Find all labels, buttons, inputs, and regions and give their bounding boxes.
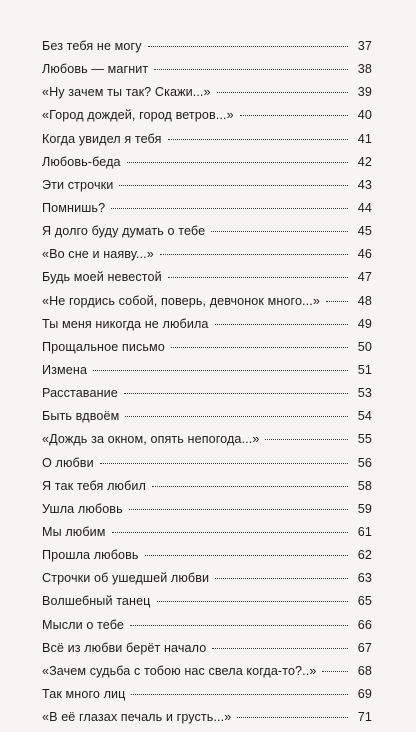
toc-entry-page-number: 68 [357, 663, 372, 678]
toc-entry [42, 385, 372, 408]
toc-entry [42, 640, 372, 663]
toc-entry-page-number: 59 [357, 501, 372, 516]
toc-entry-title: Расставание [42, 386, 118, 401]
toc-entry [42, 362, 372, 385]
toc-entry-title: Ты меня никогда не любила [42, 316, 209, 331]
toc-entry-title: Прощальное письмо [42, 339, 165, 354]
dot-leader [112, 532, 348, 533]
toc-entry-page-number: 40 [357, 108, 372, 123]
dot-leader [168, 139, 349, 140]
toc-entry-title: Строчки об ушедшей любви [42, 571, 210, 586]
toc-entry-page-number: 42 [357, 154, 372, 169]
toc-entry [42, 223, 372, 246]
toc-entry [42, 478, 372, 501]
toc-entry [42, 316, 372, 339]
toc-entry [42, 455, 372, 478]
table-of-contents [42, 38, 372, 732]
toc-entry-title: «В её глазах печаль и грусть...» [42, 710, 232, 725]
dot-leader [127, 162, 348, 163]
dot-leader [211, 231, 348, 232]
toc-entry-title: Волшебный танец [42, 594, 151, 609]
toc-entry-title: О любви [42, 455, 94, 470]
toc-entry-title: Ушла любовь [42, 501, 123, 516]
toc-entry [42, 246, 372, 269]
toc-entry-title: «Ну зачем ты так? Скажи...» [42, 85, 211, 100]
toc-entry-page-number: 47 [357, 270, 372, 285]
dot-leader [131, 694, 348, 695]
dot-leader [130, 625, 348, 626]
toc-entry-page-number: 61 [357, 524, 372, 539]
toc-entry-title: Так много лиц [42, 686, 126, 701]
toc-entry-page-number: 54 [357, 409, 372, 424]
toc-entry [42, 293, 372, 316]
toc-entry-title: Без тебя не могу [42, 39, 142, 53]
toc-entry [42, 593, 372, 616]
dot-leader [265, 439, 348, 440]
toc-entry [42, 339, 372, 362]
toc-entry [42, 154, 372, 177]
dot-leader [145, 555, 348, 556]
dot-leader [148, 46, 348, 47]
dot-leader [93, 370, 348, 371]
toc-entry-page-number: 53 [357, 386, 372, 401]
toc-entry-page-number: 71 [357, 710, 372, 725]
toc-entry [42, 686, 372, 709]
toc-entry [42, 431, 372, 454]
dot-leader [160, 254, 348, 255]
dot-leader [124, 393, 348, 394]
dot-leader [152, 486, 348, 487]
toc-entry-title: Я долго буду думать о тебе [42, 224, 206, 239]
toc-entry [42, 709, 372, 732]
dot-leader [215, 324, 348, 325]
toc-entry-title: Когда увидел я тебя [42, 131, 162, 146]
toc-entry-title: Помнишь? [42, 200, 106, 215]
toc-entry-page-number: 69 [357, 686, 372, 701]
toc-entry-page-number: 49 [357, 316, 372, 331]
toc-entry-title: Любовь — магнит [42, 62, 149, 77]
dot-leader [326, 301, 348, 302]
toc-entry-page-number: 46 [357, 247, 372, 262]
toc-entry-page-number: 65 [357, 594, 372, 609]
dot-leader [111, 208, 348, 209]
toc-entry-page-number: 43 [357, 177, 372, 192]
dot-leader [212, 648, 348, 649]
toc-entry [42, 617, 372, 640]
toc-entry-title: «Зачем судьба с тобою нас свела когда-то?..» [42, 663, 317, 678]
toc-entry-title: Всё из любви берёт начало [42, 640, 207, 655]
dot-leader [237, 717, 348, 718]
toc-entry-page-number: 37 [357, 39, 372, 53]
toc-entry [42, 570, 372, 593]
toc-entry [42, 408, 372, 431]
toc-entry-title: «Дождь за окном, опять непогода...» [42, 432, 260, 447]
toc-entry-title: Будь моей невестой [42, 270, 162, 285]
toc-entry-page-number: 44 [357, 200, 372, 215]
dot-leader [100, 463, 348, 464]
toc-entry [42, 524, 372, 547]
toc-entry-page-number: 50 [357, 339, 372, 354]
toc-entry [42, 200, 372, 223]
toc-entry-title: Любовь-беда [42, 154, 121, 169]
toc-entry-page-number: 58 [357, 478, 372, 493]
toc-entry-page-number: 48 [357, 293, 372, 308]
toc-entry [42, 547, 372, 570]
dot-leader [119, 185, 348, 186]
toc-entry-page-number: 55 [357, 432, 372, 447]
toc-entry-page-number: 67 [357, 640, 372, 655]
toc-entry [42, 269, 372, 292]
dot-leader [217, 92, 348, 93]
toc-entry-page-number: 41 [357, 131, 372, 146]
dot-leader [171, 347, 348, 348]
toc-entry-page-number: 56 [357, 455, 372, 470]
toc-entry-page-number: 63 [357, 571, 372, 586]
toc-entry [42, 38, 372, 61]
toc-entry-page-number: 45 [357, 224, 372, 239]
toc-entry-title: Я так тебя любил [42, 478, 146, 493]
toc-entry-title: Мысли о тебе [42, 617, 124, 632]
toc-entry-title: Измена [42, 362, 88, 377]
dot-leader [125, 416, 348, 417]
toc-entry-page-number: 62 [357, 548, 372, 563]
dot-leader [157, 601, 349, 602]
toc-entry-title: Мы любим [42, 524, 106, 539]
toc-entry-title: «Во сне и наяву...» [42, 247, 154, 262]
dot-leader [215, 578, 348, 579]
toc-entry-title: Прошла любовь [42, 548, 139, 563]
dot-leader [240, 115, 348, 116]
dot-leader [129, 509, 348, 510]
toc-entry-title: «Город дождей, город ветров...» [42, 108, 234, 123]
toc-entry-page-number: 66 [357, 617, 372, 632]
toc-entry-page-number: 51 [357, 362, 372, 377]
toc-entry [42, 131, 372, 154]
dot-leader [168, 277, 348, 278]
toc-entry-page-number: 38 [357, 62, 372, 77]
toc-entry [42, 61, 372, 84]
toc-entry [42, 177, 372, 200]
toc-entry-page-number: 39 [357, 85, 372, 100]
toc-entry-title: Быть вдвоём [42, 409, 120, 424]
toc-entry [42, 663, 372, 686]
toc-entry-title: «Не гордись собой, поверь, девчонок много...» [42, 293, 320, 308]
dot-leader [154, 69, 348, 70]
dot-leader [322, 671, 348, 672]
toc-entry [42, 501, 372, 524]
toc-entry [42, 84, 372, 107]
toc-entry-title: Эти строчки [42, 177, 114, 192]
toc-entry [42, 107, 372, 130]
